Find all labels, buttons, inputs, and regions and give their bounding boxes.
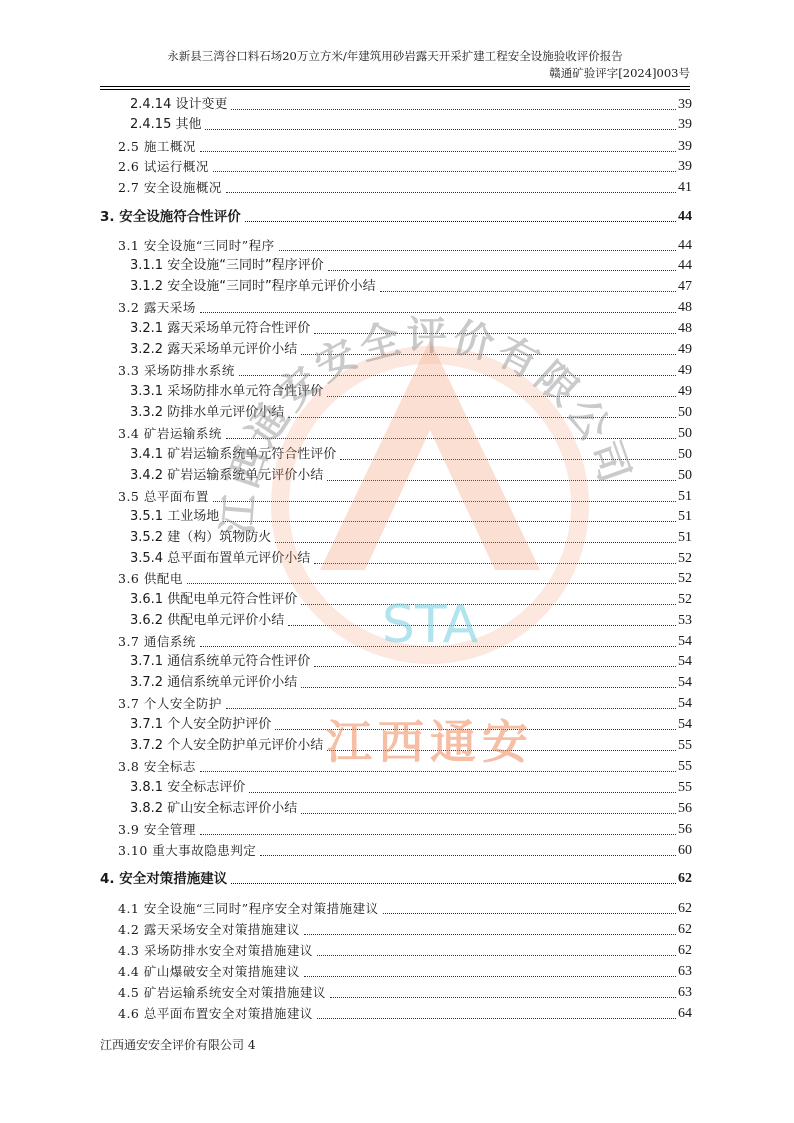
- toc-dot-leader: [328, 270, 676, 271]
- toc-entry-page: 55: [678, 780, 692, 795]
- toc-entry-label: 2.4.15 其他: [130, 117, 202, 132]
- toc-entry[interactable]: [100, 465, 692, 485]
- toc-entry[interactable]: [100, 777, 692, 797]
- toc-entry-label: 3.8.1 安全标志评价: [130, 780, 246, 795]
- toc-entry-page: 51: [678, 489, 692, 504]
- toc-entry[interactable]: [100, 1003, 692, 1023]
- toc-dot-leader: [314, 333, 676, 334]
- toc-entry-page: 44: [678, 258, 692, 273]
- toc-entry-label: 2.4.14 设计变更: [130, 97, 228, 112]
- toc-entry-page: 54: [678, 717, 692, 732]
- toc-entry[interactable]: [100, 714, 692, 734]
- toc-dot-leader: [249, 792, 676, 793]
- toc-entry-label: 3.6.2 供配电单元评价小结: [130, 613, 285, 628]
- toc-entry-page: 64: [678, 1006, 692, 1021]
- toc-entry-label: 4.1 安全设施“三同时”程序安全对策措施建议: [118, 901, 379, 916]
- toc-entry-page: 44: [678, 209, 692, 224]
- toc-entry-label: 4. 安全对策措施建议: [100, 871, 228, 887]
- toc-entry-page: 39: [678, 117, 692, 132]
- header-rule-thin: [100, 89, 690, 90]
- toc-entry-label: 3.5.2 建（构）筑物防火: [130, 530, 272, 545]
- toc-dot-leader: [231, 109, 676, 110]
- toc-dot-leader: [200, 151, 676, 152]
- toc-dot-leader: [245, 221, 676, 222]
- toc-entry-label: 2.6 试运行概况: [118, 159, 209, 174]
- toc-entry-page: 53: [678, 613, 692, 628]
- toc-entry-label: 3.7 个人安全防护: [118, 696, 222, 711]
- toc-entry-page: 52: [678, 571, 692, 586]
- toc-entry-label: 4.2 露天采场安全对策措施建议: [118, 922, 300, 937]
- toc-entry[interactable]: [100, 589, 692, 609]
- toc-entry-page: 62: [678, 922, 692, 937]
- toc-entry-page: 48: [678, 300, 692, 315]
- toc-entry-page: 50: [678, 426, 692, 441]
- toc-entry-label: 3.1.1 安全设施“三同时”程序评价: [130, 258, 324, 273]
- toc-dot-leader: [314, 666, 676, 667]
- toc-entry-page: 51: [678, 530, 692, 545]
- toc-entry-label: 3.8 安全标志: [118, 759, 196, 774]
- toc-entry-page: 39: [678, 139, 692, 154]
- toc-entry-label: 3.3 采场防排水系统: [118, 363, 235, 378]
- toc-entry-page: 62: [678, 871, 692, 886]
- toc-entry[interactable]: [100, 114, 692, 134]
- toc-dot-leader: [200, 312, 676, 313]
- toc-entry-label: 3.1 安全设施“三同时”程序: [118, 238, 275, 253]
- toc-entry[interactable]: [100, 631, 692, 651]
- toc-entry-label: 4.5 矿岩运输系统安全对策措施建议: [118, 985, 326, 1000]
- toc-dot-leader: [317, 955, 676, 956]
- toc-entry[interactable]: [100, 136, 692, 156]
- toc-entry-label: 3.2.2 露天采场单元评价小结: [130, 342, 298, 357]
- report-title: 永新县三湾谷口料石场20万立方米/年建筑用砂岩露天开采扩建工程安全设施验收评价报告: [167, 49, 623, 63]
- toc-dot-leader: [226, 708, 676, 709]
- seal-ring-text: 江西通安安全评价有限公司: [214, 313, 640, 537]
- toc-entry-page: 55: [678, 759, 692, 774]
- toc-entry-page: 54: [678, 675, 692, 690]
- toc-entry[interactable]: [100, 798, 692, 818]
- toc-entry-page: 62: [678, 901, 692, 916]
- toc-entry-page: 54: [678, 654, 692, 669]
- page-footer: [100, 1036, 255, 1053]
- toc-entry-page: 62: [678, 943, 692, 958]
- toc-entry[interactable]: [100, 527, 692, 547]
- toc-entry[interactable]: [100, 297, 692, 317]
- toc-entry[interactable]: [100, 276, 692, 296]
- toc-dot-leader: [226, 192, 676, 193]
- toc-dot-leader: [304, 976, 676, 977]
- toc-entry[interactable]: [100, 235, 692, 255]
- toc-dot-leader: [205, 129, 676, 130]
- toc-entry-label: 3.7.1 通信系统单元符合性评价: [130, 654, 311, 669]
- toc-entry-label: 2.5 施工概况: [118, 139, 196, 154]
- toc-entry[interactable]: [100, 568, 692, 588]
- toc-dot-leader: [301, 813, 676, 814]
- toc-entry-label: 2.7 安全设施概况: [118, 180, 222, 195]
- toc-entry[interactable]: [100, 982, 692, 1002]
- toc-dot-leader: [231, 883, 676, 884]
- toc-entry-label: 3.3.1 采场防排水单元符合性评价: [130, 384, 324, 399]
- toc-dot-leader: [200, 834, 676, 835]
- toc-entry-page: 39: [678, 97, 692, 112]
- toc-entry-page: 49: [678, 363, 692, 378]
- toc-entry-label: 3.7 通信系统: [118, 634, 196, 649]
- toc-entry[interactable]: [100, 486, 692, 506]
- toc-entry-page: 56: [678, 801, 692, 816]
- toc-entry[interactable]: [100, 651, 692, 671]
- toc-entry-page: 41: [678, 180, 692, 195]
- toc-entry-page: 54: [678, 696, 692, 711]
- toc-dot-leader: [288, 625, 676, 626]
- seal-logo-text: STA: [381, 595, 479, 655]
- toc-entry-page: 39: [678, 159, 692, 174]
- toc-entry[interactable]: [100, 961, 692, 981]
- toc-entry-label: 4.3 采场防排水安全对策措施建议: [118, 943, 313, 958]
- toc-entry-label: 3.6 供配电: [118, 571, 183, 586]
- toc-entry-label: 3.10 重大事故隐患判定: [118, 843, 257, 858]
- footer-page-number: 4: [247, 1038, 256, 1052]
- toc-entry[interactable]: [100, 339, 692, 359]
- page-header: [100, 48, 690, 82]
- toc-entry-label: 3.5.1 工业场地: [130, 509, 220, 524]
- toc-entry[interactable]: [100, 506, 692, 526]
- toc-dot-leader: [301, 354, 676, 355]
- toc-entry-label: 3.4.2 矿岩运输系统单元评价小结: [130, 468, 324, 483]
- toc-entry-page: 50: [678, 447, 692, 462]
- toc-entry-label: 3.9 安全管理: [118, 822, 196, 837]
- toc-entry[interactable]: [100, 177, 692, 197]
- toc-entry[interactable]: [100, 423, 692, 443]
- toc-entry-page: 56: [678, 822, 692, 837]
- toc-entry-page: 63: [678, 985, 692, 1000]
- toc-entry[interactable]: [100, 156, 692, 176]
- toc-entry-label: 3.1.2 安全设施“三同时”程序单元评价小结: [130, 279, 376, 294]
- header-rule: [100, 86, 690, 87]
- toc-entry-label: 3.8.2 矿山安全标志评价小结: [130, 801, 298, 816]
- toc-entry-page: 54: [678, 634, 692, 649]
- toc-entry-label: 3.4.1 矿岩运输系统单元符合性评价: [130, 447, 337, 462]
- toc-entry[interactable]: [100, 444, 692, 464]
- toc-dot-leader: [275, 729, 676, 730]
- toc-entry-page: 49: [678, 342, 692, 357]
- toc-dot-leader: [213, 171, 676, 172]
- toc-dot-leader: [383, 913, 676, 914]
- toc-entry[interactable]: [100, 868, 692, 888]
- toc-entry-page: 44: [678, 238, 692, 253]
- toc-dot-leader: [301, 687, 676, 688]
- toc-dot-leader: [340, 459, 676, 460]
- toc-dot-leader: [314, 563, 676, 564]
- toc-entry-page: 50: [678, 405, 692, 420]
- toc-entry-label: 3.4 矿岩运输系统: [118, 426, 222, 441]
- toc-entry-page: 50: [678, 468, 692, 483]
- toc-entry-page: 52: [678, 551, 692, 566]
- toc-dot-leader: [288, 417, 676, 418]
- toc-dot-leader: [226, 438, 676, 439]
- toc-entry-label: 4.4 矿山爆破安全对策措施建议: [118, 964, 300, 979]
- toc-dot-leader: [200, 646, 676, 647]
- toc-entry[interactable]: [100, 402, 692, 422]
- toc-dot-leader: [200, 771, 676, 772]
- toc-entry-label: 3.2.1 露天采场单元符合性评价: [130, 321, 311, 336]
- toc-entry-label: 3.3.2 防排水单元评价小结: [130, 405, 285, 420]
- toc-entry[interactable]: [100, 318, 692, 338]
- toc-dot-leader: [260, 855, 676, 856]
- toc-entry-page: 51: [678, 509, 692, 524]
- toc-entry[interactable]: [100, 381, 692, 401]
- toc-entry-label: 3.7.2 个人安全防护单元评价小结: [130, 738, 324, 753]
- toc-dot-leader: [213, 501, 676, 502]
- toc-dot-leader: [380, 291, 676, 292]
- toc-entry[interactable]: [100, 940, 692, 960]
- footer-company: 江西通安安全评价有限公司: [100, 1038, 245, 1052]
- toc-dot-leader: [327, 480, 676, 481]
- toc-dot-leader: [330, 997, 676, 998]
- toc-entry-label: 3.7.1 个人安全防护评价: [130, 717, 272, 732]
- toc-entry[interactable]: [100, 255, 692, 275]
- toc-entry[interactable]: [100, 735, 692, 755]
- toc-entry[interactable]: [100, 360, 692, 380]
- toc-dot-leader: [275, 542, 676, 543]
- seal-bottom-text: 江西通安: [326, 715, 534, 769]
- toc-entry-label: 3.7.2 通信系统单元评价小结: [130, 675, 298, 690]
- toc-entry[interactable]: [100, 610, 692, 630]
- toc-entry-page: 52: [678, 592, 692, 607]
- toc-entry[interactable]: [100, 94, 692, 114]
- toc-entry[interactable]: [100, 919, 692, 939]
- toc-dot-leader: [327, 750, 676, 751]
- toc-dot-leader: [304, 934, 676, 935]
- toc-dot-leader: [239, 375, 676, 376]
- toc-entry[interactable]: [100, 206, 692, 226]
- toc-entry-page: 48: [678, 321, 692, 336]
- toc-entry-label: 4.6 总平面布置安全对策措施建议: [118, 1006, 313, 1021]
- toc-entry-label: 3.5.4 总平面布置单元评价小结: [130, 551, 311, 566]
- toc-entry-page: 63: [678, 964, 692, 979]
- toc-entry-label: 3.5 总平面布置: [118, 489, 209, 504]
- toc-entry-label: 3.6.1 供配电单元符合性评价: [130, 592, 298, 607]
- toc-entry-page: 55: [678, 738, 692, 753]
- toc-dot-leader: [279, 250, 676, 251]
- toc-dot-leader: [187, 583, 676, 584]
- toc-entry-page: 49: [678, 384, 692, 399]
- toc-entry[interactable]: [100, 898, 692, 918]
- toc-dot-leader: [301, 604, 676, 605]
- toc-dot-leader: [223, 521, 676, 522]
- toc-entry[interactable]: [100, 693, 692, 713]
- toc-entry[interactable]: [100, 548, 692, 568]
- toc-entry-page: 47: [678, 279, 692, 294]
- toc-entry[interactable]: [100, 672, 692, 692]
- toc-dot-leader: [327, 396, 676, 397]
- toc-entry-label: 3.2 露天采场: [118, 300, 196, 315]
- toc-dot-leader: [317, 1018, 676, 1019]
- toc-entry[interactable]: [100, 756, 692, 776]
- toc-entry-label: 3. 安全设施符合性评价: [100, 209, 241, 225]
- toc-entry-page: 60: [678, 843, 692, 858]
- document-number: 赣通矿验评字[2024]003号: [549, 66, 690, 80]
- toc-entry[interactable]: [100, 840, 692, 860]
- toc-entry[interactable]: [100, 819, 692, 839]
